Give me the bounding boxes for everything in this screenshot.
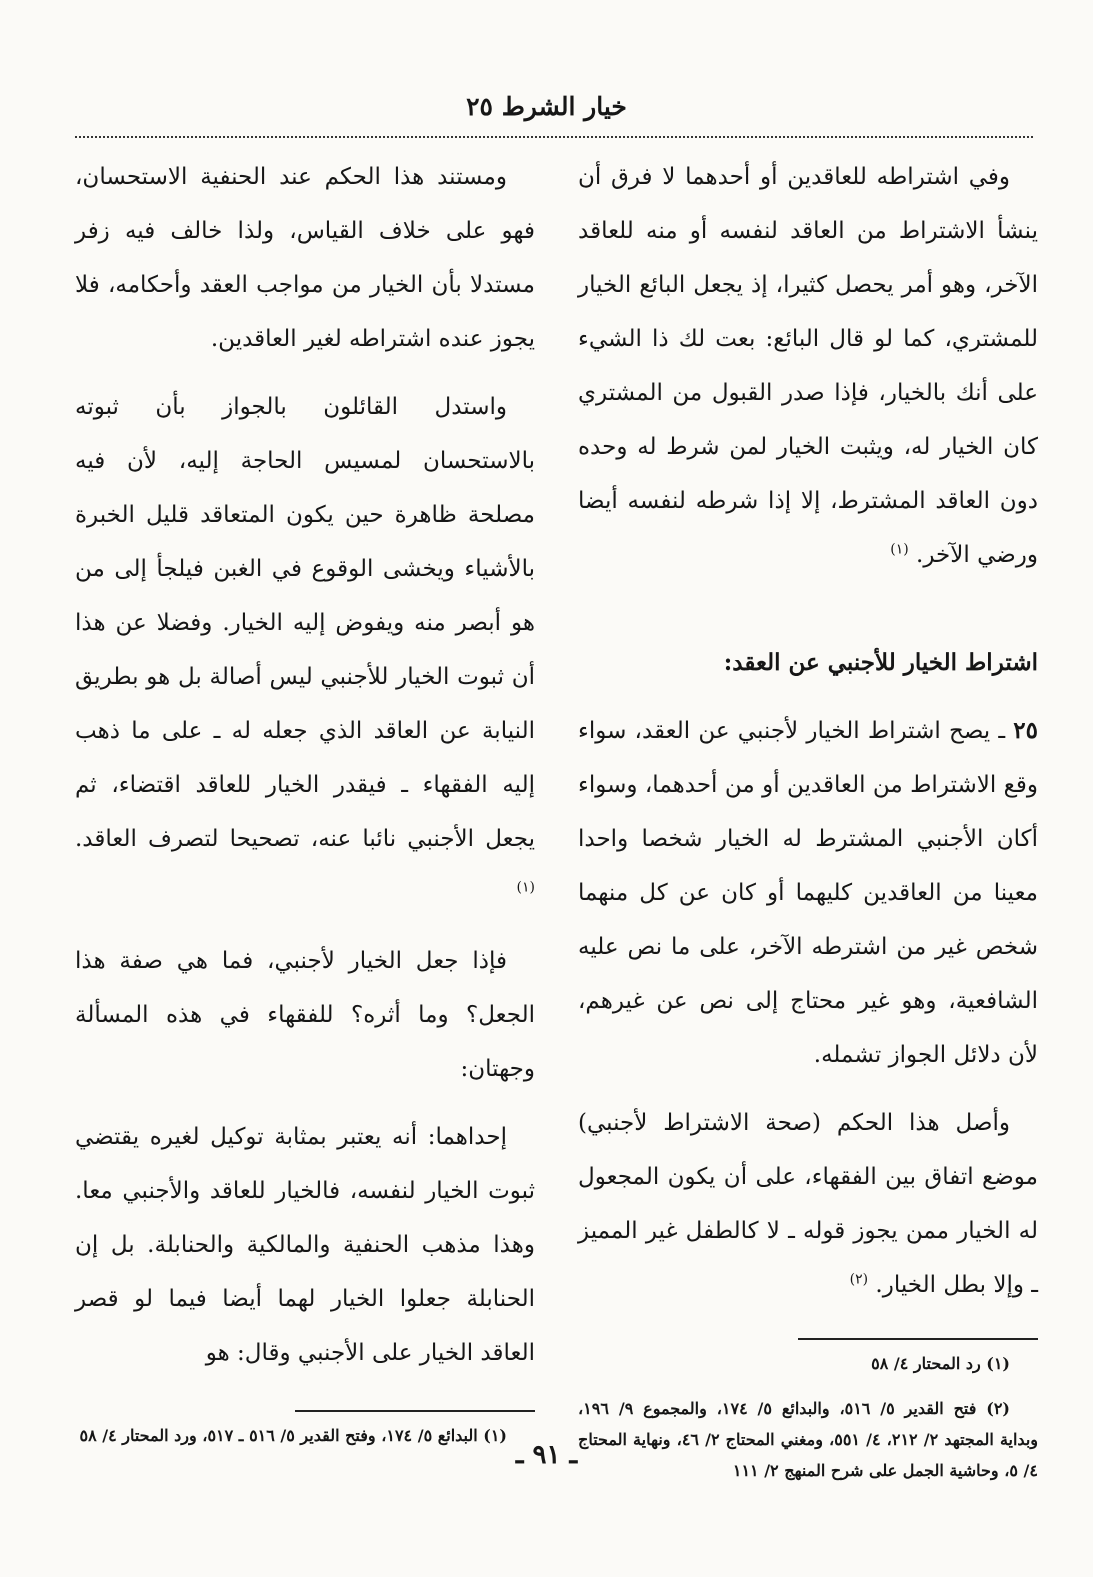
footnote-item: (٢) فتح القدير ٥/ ٥١٦، والبدائع ٥/ ١٧٤، والمجموع ٩/ ١٩٦، وبداية المجتهد ٢/ ٢١٢، ٤/ ٥٥١، ومغني المحتاج ٢/ ٤٦، ونهاية المحتاج ٤/ ٥، وحاشية الجمل على شرح المنهج ٢/ ١١١ <box>578 1399 1039 1480</box>
section-heading: اشتراط الخيار للأجنبي عن العقد: <box>723 649 1038 676</box>
left-column <box>75 150 535 1447</box>
left-paragraph-2-text: واستدل القائلون بالجواز بأن ثبوته بالاستحسان لمسيس الحاجة إليه، لأن فيه مصلحة ظاهرة حين يكون المتعاقد قليل الخبرة بالأشياء ويخشى الوقوع في الغبن فيلجأ إلى من هو أبصر منه ويفوض إليه الخيار. وفضلا عن هذا أن ثبوت الخيار للأجنبي ليس أصالة بل هو بطريق النيابة عن العاقد الذي جعله له ـ على ما ذهب إليه الفقهاء ـ فيقدر الخيار للعاقد اقتضاء، ثم يجعل الأجنبي نائبا عنه، تصحيحا لتصرف العاقد. <box>75 394 535 852</box>
footnote-ref-1: (١) <box>890 541 909 558</box>
right-paragraph-1 <box>578 150 1038 582</box>
left-paragraph-3: فإذا جعل الخيار لأجنبي، فما هي صفة هذا الجعل؟ وما أثره؟ للفقهاء في هذه المسألة وجهتان: <box>75 948 535 1082</box>
left-paragraph-4: إحداهما: أنه يعتبر بمثابة توكيل لغيره يقتضي ثبوت الخيار لنفسه، فالخيار للعاقد والأجنبي معا. وهذا مذهب الحنفية والمالكية والحنابلة. بل إن الحنابلة جعلوا الخيار لهما أيضا فيما لو قصر العاقد الخيار على الأجنبي وقال: هو <box>75 1124 535 1366</box>
left-paragraph-1: ومستند هذا الحكم عند الحنفية الاستحسان، فهو على خلاف القياس، ولذا خالف فيه زفر مستدلا بأن الخيار من مواجب العقد وأحكامه، فلا يجوز عنده اشتراطه لغير العاقدين. <box>75 164 535 352</box>
running-title: خيار الشرط ٢٥ <box>466 92 627 121</box>
right-paragraph-3 <box>578 1096 1038 1312</box>
footnote-ref-left-1: (١) <box>516 879 535 896</box>
footnote-divider <box>295 1410 535 1412</box>
right-paragraph-2 <box>578 704 1038 1082</box>
paragraph-number: ٢٥ <box>1013 717 1038 744</box>
footnote-divider <box>798 1338 1038 1340</box>
section-gap <box>578 596 1038 636</box>
right-paragraph-2-text: ـ يصح اشتراط الخيار لأجنبي عن العقد، سواء وقع الاشتراط من العاقدين أو من أحدهما، وسواء أكان الأجنبي المشترط له الخيار شخصا واحدا معينا من العاقدين كليهما أو كان عن كل منهما شخص غير من اشترطه الآخر، على ما نص عليه الشافعية، وهو غير محتاج إلى نص عن غيرهم، لأن دلائل الجواز تشمله. <box>578 718 1038 1068</box>
footnote-ref-2: (٢) <box>849 1271 869 1288</box>
left-paragraph-2 <box>75 380 535 920</box>
page-number: ـ ٩١ ـ <box>515 1440 578 1470</box>
right-paragraph-1-text: وفي اشتراطه للعاقدين أو أحدهما لا فرق أن ينشأ الاشتراط من العاقد لنفسه أو منه للعاقد الآخر، وهو أمر يحصل كثيرا، إذ يجعل البائع الخيار للمشتري، كما لو قال البائع: بعت لك ذا الشيء على أنك بالخيار، فإذا صدر القبول من المشتري كان الخيار له، ويثبت الخيار لمن شرط له وحده دون العاقد المشترط، إلا إذا شرطه لنفسه أيضا ورضي الآخر. <box>578 164 1038 568</box>
header-dotted-divider <box>75 136 1033 138</box>
right-paragraph-3-text: وأصل هذا الحكم (صحة الاشتراط لأجنبي) موضع اتفاق بين الفقهاء، على أن يكون المجعول له الخيار ممن يجوز قوله ـ لا كالطفل غير المميز ـ وإلا بطل الخيار. <box>578 1110 1038 1298</box>
footnote-item: (١) البدائع ٥/ ١٧٤، وفتح القدير ٥/ ٥١٦ ـ ٥١٧، ورد المحتار ٤/ ٥٨ <box>79 1426 507 1445</box>
footnote-item: (١) رد المحتار ٤/ ٥٨ <box>871 1354 1010 1373</box>
right-column <box>578 150 1039 1480</box>
